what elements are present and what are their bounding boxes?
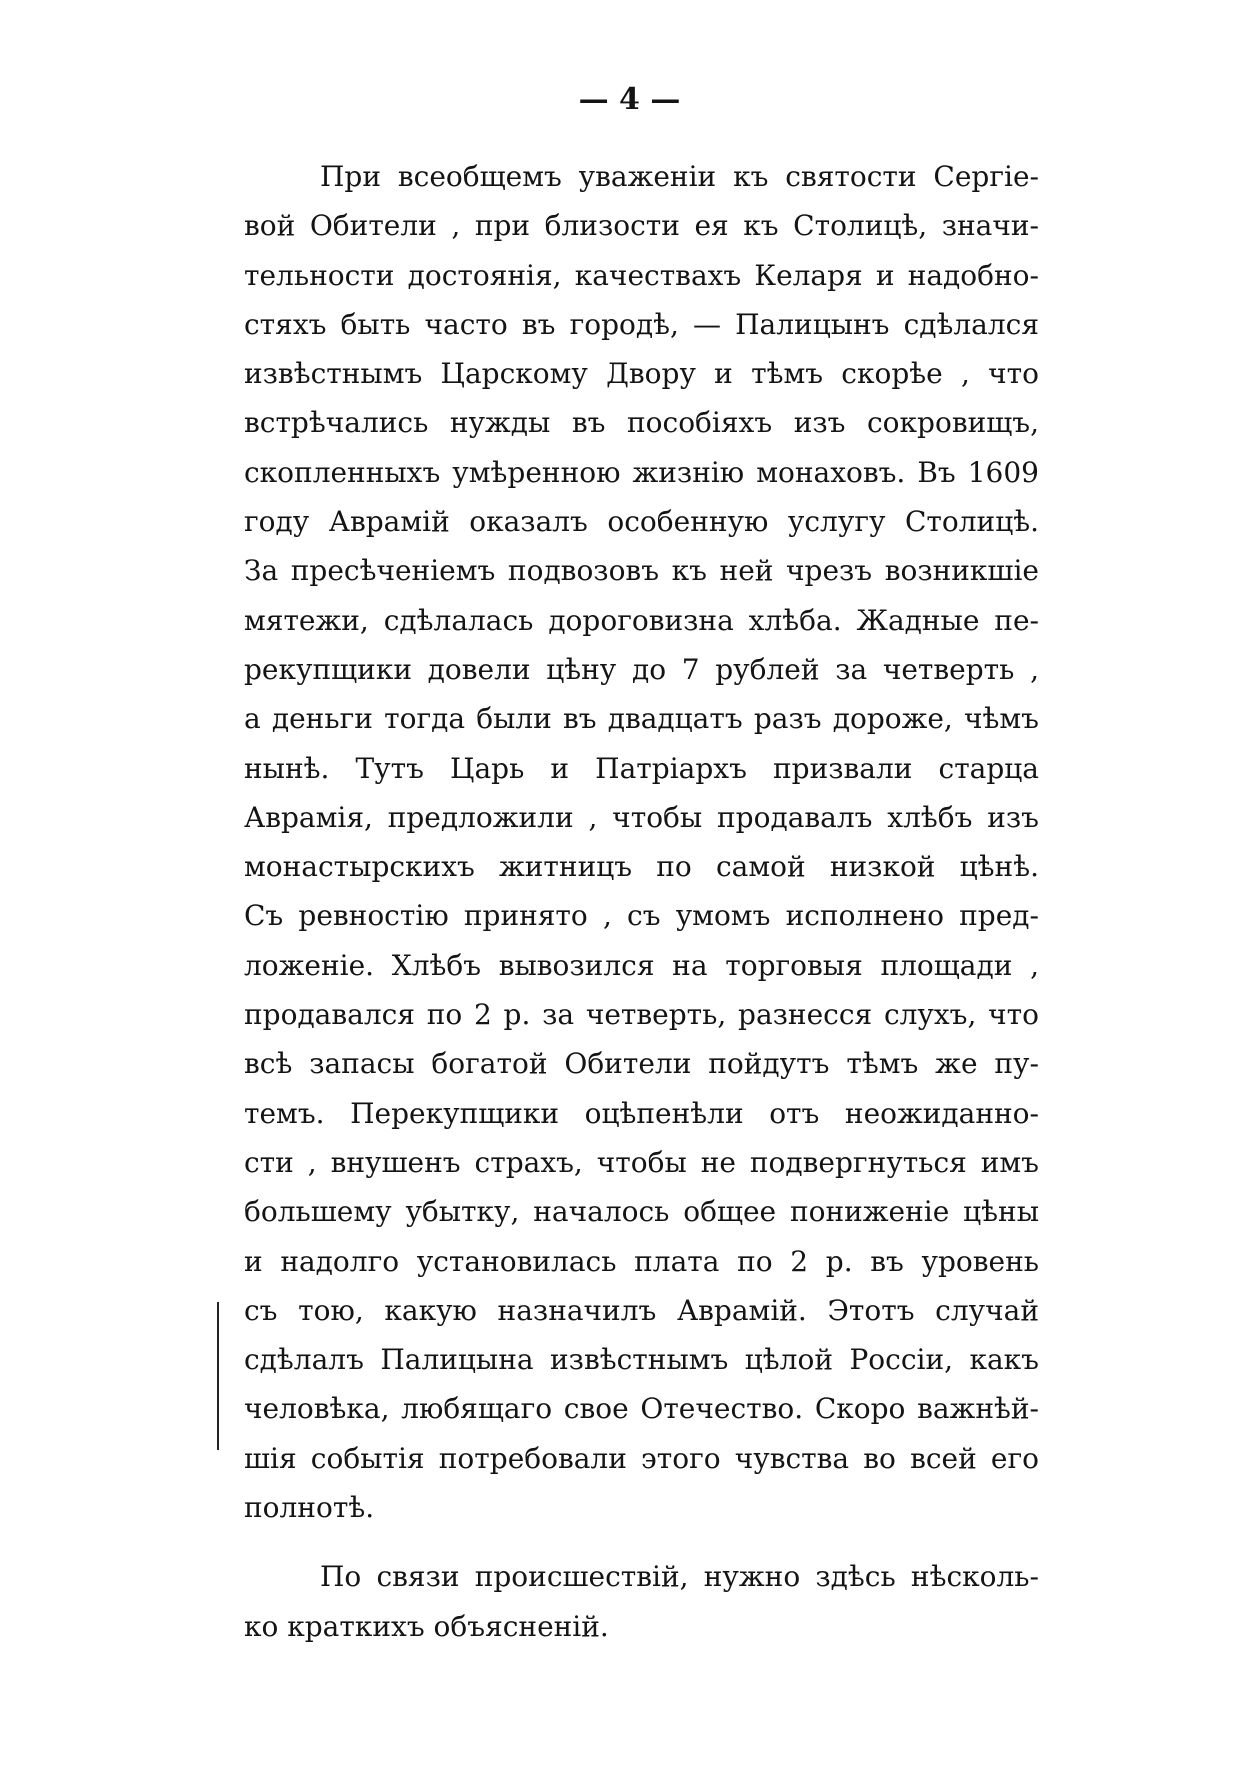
paragraph-1 bbox=[244, 152, 1039, 1532]
text-line: стяхъ быть часто въ городѣ, — Палицынъ сдѣлался bbox=[244, 307, 1039, 341]
text-line: темъ. Перекупщики оцѣпенѣли отъ неожиданно- bbox=[244, 1096, 1039, 1130]
text-line: ко краткихъ объясненій. bbox=[244, 1609, 609, 1643]
text-line: встрѣчались нужды въ пособіяхъ изъ сокровищъ, bbox=[244, 406, 1039, 440]
text-line: За пресѣченіемъ подвозовъ къ ней чрезъ возникшіе bbox=[244, 554, 1039, 588]
text-line: продавался по 2 р. за четверть, разнесся слухъ, что bbox=[244, 998, 1039, 1032]
text-line: тельности достоянія, качествахъ Келаря и надобно- bbox=[244, 258, 1039, 292]
text-line: монастырскихъ житницъ по самой низкой цѣнѣ. bbox=[244, 850, 1039, 884]
text-line: шія событія потребовали этого чувства во всей его bbox=[244, 1441, 1039, 1475]
margin-mark bbox=[217, 1302, 219, 1450]
text-line: извѣстнымъ Царскому Двору и тѣмъ скорѣе , что bbox=[244, 357, 1039, 391]
text-line: вой Обители , при близости ея къ Столицѣ, значи- bbox=[244, 209, 1039, 243]
text-line: съ тою, какую назначилъ Аврамій. Этотъ случай bbox=[244, 1293, 1039, 1327]
page-number: — 4 — bbox=[578, 82, 681, 117]
text-line: человѣка, любящаго свое Отечество. Скоро важнѣй- bbox=[244, 1392, 1039, 1426]
text-line: а деньги тогда были въ двадцатъ разъ дороже, чѣмъ bbox=[244, 702, 1039, 736]
body-text bbox=[244, 152, 1039, 1651]
text-line: большему убытку, началось общее пониженіе цѣны bbox=[244, 1195, 1039, 1229]
text-line: При всеобщемъ уваженіи къ святости Сергіе- bbox=[320, 160, 1039, 193]
text-line: году Аврамій оказалъ особенную услугу Столицѣ. bbox=[244, 505, 1039, 539]
text-line: сдѣлалъ Палицына извѣстнымъ цѣлой Россіи, какъ bbox=[244, 1343, 1039, 1377]
text-line: рекупщики довели цѣну до 7 рублей за четверть , bbox=[244, 652, 1039, 686]
paragraph-2 bbox=[244, 1552, 1039, 1651]
text-line: ложеніе. Хлѣбъ вывозился на торговыя площади , bbox=[244, 948, 1039, 982]
text-line: мятежи, сдѣлалась дороговизна хлѣба. Жадные пе- bbox=[244, 603, 1039, 637]
text-line: Съ ревностію принято , съ умомъ исполнено пред- bbox=[244, 899, 1039, 933]
text-line: полнотѣ. bbox=[244, 1491, 375, 1525]
text-line: всѣ запасы богатой Обители пойдутъ тѣмъ же пу- bbox=[244, 1047, 1039, 1081]
text-line: скопленныхъ умѣренною жизнію монаховъ. Въ 1609 bbox=[244, 455, 1039, 489]
paragraph-gap bbox=[244, 1532, 1039, 1552]
text-line: По связи происшествій, нужно здѣсь нѣсколь- bbox=[320, 1560, 1039, 1594]
text-line: и надолго установилась плата по 2 р. въ уровень bbox=[244, 1244, 1039, 1278]
text-line: нынѣ. Тутъ Царь и Патріархъ призвали старца bbox=[244, 751, 1039, 785]
text-line: сти , внушенъ страхъ, чтобы не подвергнуться имъ bbox=[244, 1145, 1039, 1179]
text-line: Аврамія, предложили , чтобы продавалъ хлѣбъ изъ bbox=[244, 800, 1039, 834]
